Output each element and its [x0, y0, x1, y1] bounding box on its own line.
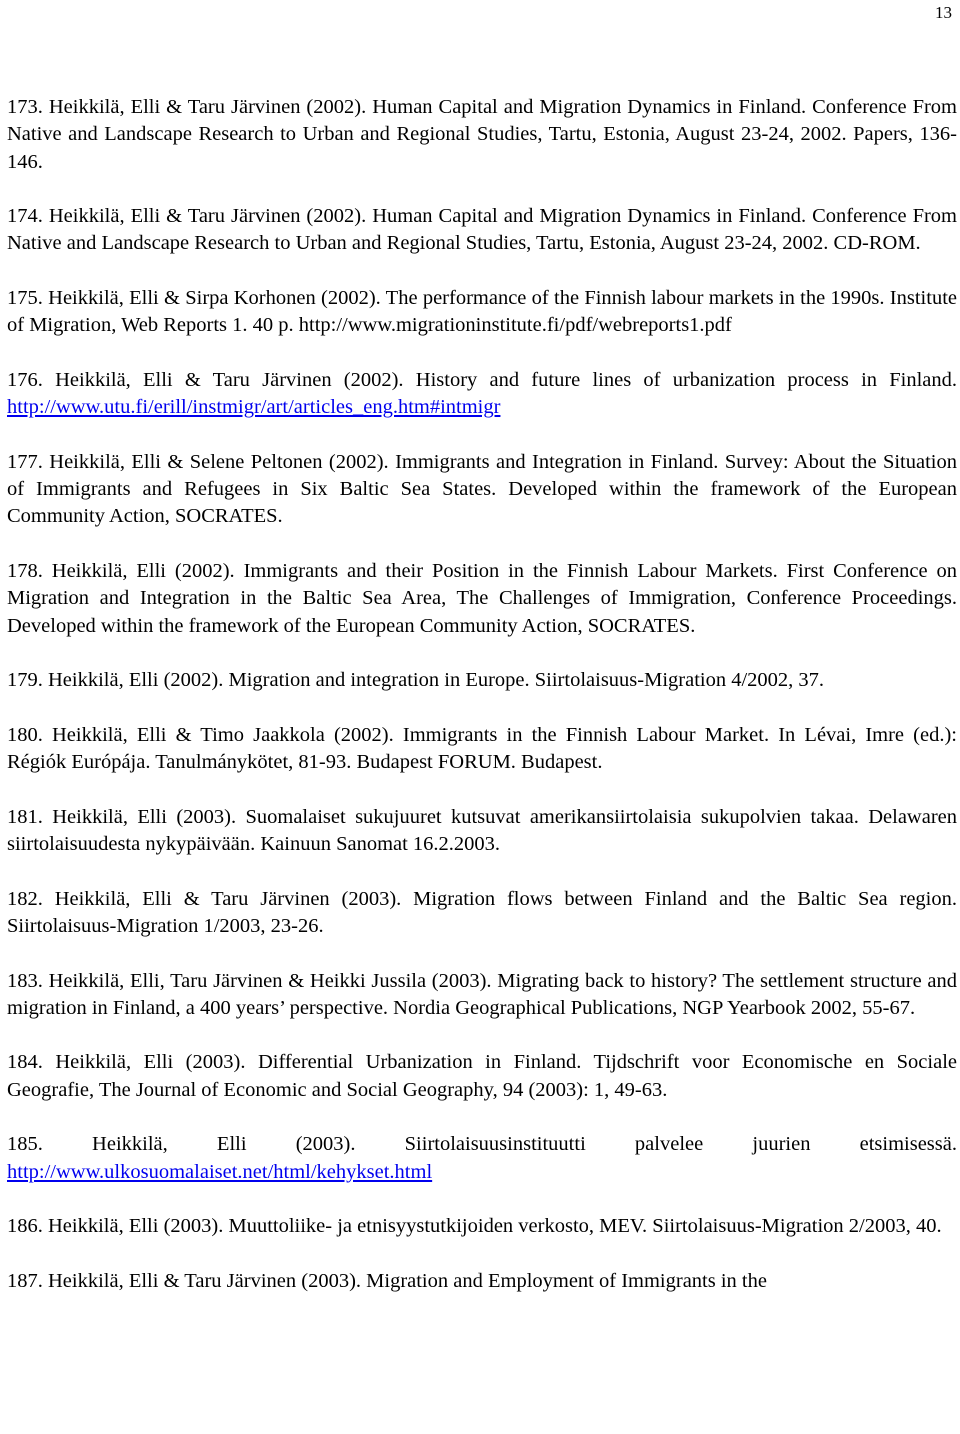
reference-text: 176. Heikkilä, Elli & Taru Järvinen (2002). History and future lines of urbanization process in Finland.	[7, 368, 957, 391]
reference-link[interactable]: http://www.utu.fi/erill/instmigr/art/articles_eng.htm#intmigr	[7, 396, 501, 419]
reference-item-180	[7, 722, 957, 777]
reference-text: 180. Heikkilä, Elli & Timo Jaakkola (2002). Immigrants in the Finnish Labour Market. In Lévai, Imre (ed.): Régiók Európája. Tanulmánykötet, 81-93. Budapest FORUM. Budapest.	[7, 723, 957, 774]
reference-text: 178. Heikkilä, Elli (2002). Immigrants and their Position in the Finnish Labour Markets. First Conference on Migration and Integration in the Baltic Sea Area, The Challenges of Immigration, Conference Proceedings. Developed within the framework of the European Community Action, SOCRATES.	[7, 560, 957, 637]
reference-item-177	[7, 449, 957, 531]
reference-text: 175. Heikkilä, Elli & Sirpa Korhonen (2002). The performance of the Finnish labour markets in the 1990s. Institute of Migration, Web Reports 1. 40 p. http://www.migrationinstitute.fi/pdf/webreports1.pdf	[7, 287, 957, 337]
reference-text: 179. Heikkilä, Elli (2002). Migration and integration in Europe. Siirtolaisuus-Migration 4/2002, 37.	[7, 669, 825, 692]
reference-link[interactable]: http://www.ulkosuomalaiset.net/html/kehykset.html	[7, 1160, 433, 1183]
reference-item-182	[7, 886, 957, 941]
reference-item-174	[7, 203, 957, 258]
reference-text: 185. Heikkilä, Elli (2003). Siirtolaisuusinstituutti palvelee juurien etsimisessä.	[7, 1133, 957, 1156]
reference-item-184	[7, 1049, 957, 1104]
reference-item-176	[7, 367, 957, 422]
reference-text: 187. Heikkilä, Elli & Taru Järvinen (2003). Migration and Employment of Immigrants in the	[7, 1269, 767, 1292]
reference-text: 182. Heikkilä, Elli & Taru Järvinen (2003). Migration flows between Finland and the Baltic Sea region. Siirtolaisuus-Migration 1/2003, 23-26.	[7, 887, 957, 937]
reference-text: 181. Heikkilä, Elli (2003). Suomalaiset sukujuuret kutsuvat amerikansiirtolaisia sukupolvien takaa. Delawaren siirtolaisuudesta nykypäivään. Kainuun Sanomat 16.2.2003.	[7, 805, 957, 856]
reference-item-181	[7, 804, 957, 859]
page-number: 13	[935, 3, 952, 22]
reference-item-173	[7, 94, 957, 176]
reference-item-179	[7, 667, 957, 694]
reference-text: 177. Heikkilä, Elli & Selene Peltonen (2002). Immigrants and Integration in Finland. Survey: About the Situation of Immigrants and Refugees in Six Baltic Sea States. Developed within the framework of the European Community Action, SOCRATES.	[7, 450, 957, 528]
reference-text: 174. Heikkilä, Elli & Taru Järvinen (2002). Human Capital and Migration Dynamics in Finland. Conference From Native and Landscape Research to Urban and Regional Studies, Tartu, Estonia, August 23-24, 2002. CD-ROM.	[7, 205, 957, 255]
reference-list	[7, 94, 957, 1322]
reference-item-185	[7, 1131, 957, 1186]
reference-text: 183. Heikkilä, Elli, Taru Järvinen & Heikki Jussila (2003). Migrating back to history? The settlement structure and migration in Finland, a 400 years’ perspective. Nordia Geographical Publications, NGP Yearbook 2002, 55-67.	[7, 969, 957, 1019]
reference-item-187	[7, 1268, 957, 1295]
reference-text: 173. Heikkilä, Elli & Taru Järvinen (2002). Human Capital and Migration Dynamics in Finland. Conference From Native and Landscape Research to Urban and Regional Studies, Tartu, Estonia, August 23-24, 2002. Papers, 136-146.	[7, 96, 957, 173]
reference-text: 186. Heikkilä, Elli (2003). Muuttoliike- ja etnisyystutkijoiden verkosto, MEV. Siirtolaisuus-Migration 2/2003, 40.	[7, 1215, 942, 1238]
reference-item-175	[7, 285, 957, 340]
reference-item-186	[7, 1213, 957, 1240]
reference-text: 184. Heikkilä, Elli (2003). Differential Urbanization in Finland. Tijdschrift voor Economische en Sociale Geografie, The Journal of Economic and Social Geography, 94 (2003): 1, 49-63.	[7, 1051, 957, 1101]
reference-item-183	[7, 968, 957, 1023]
reference-item-178	[7, 558, 957, 640]
